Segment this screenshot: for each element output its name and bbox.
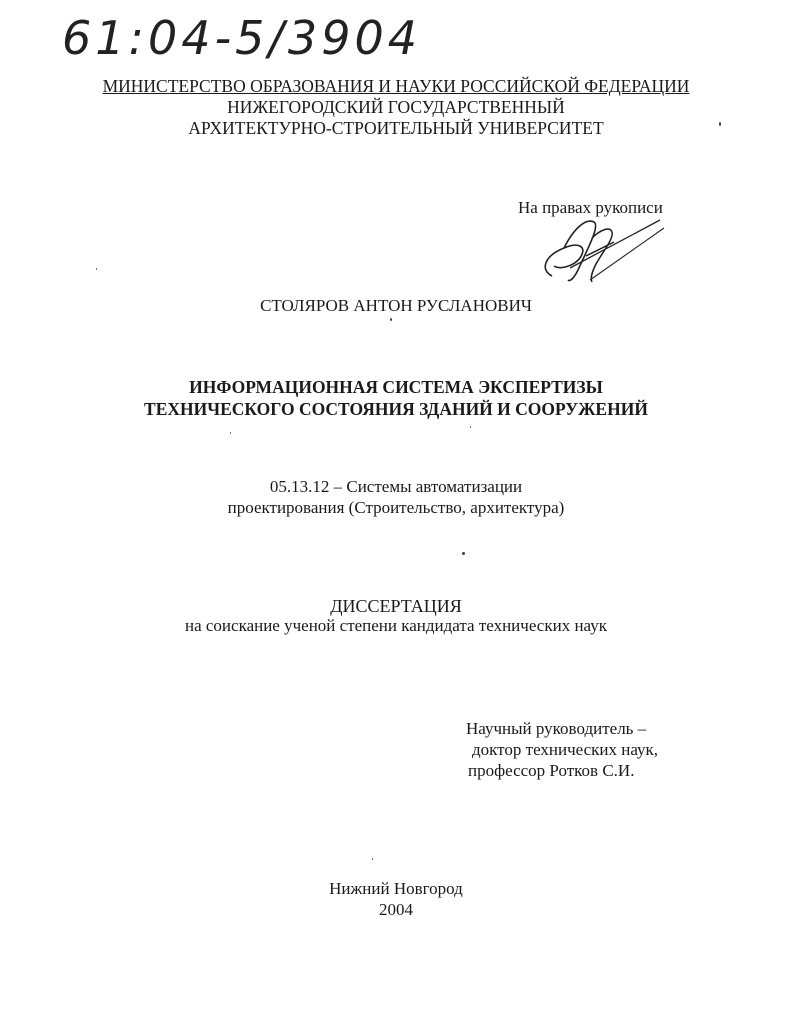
university-name-line1: НИЖЕГОРОДСКИЙ ГОСУДАРСТВЕННЫЙ bbox=[227, 97, 565, 117]
author-name: СТОЛЯРОВ АНТОН РУСЛАНОВИЧ bbox=[260, 296, 532, 315]
scan-speck bbox=[390, 318, 392, 321]
signature-icon bbox=[530, 208, 670, 288]
specialty-line2: проектирования (Строительство, архитектура) bbox=[227, 498, 565, 517]
archive-code-text: 61:04-5/3904 bbox=[62, 11, 421, 65]
ministry-name: МИНИСТЕРСТВО ОБРАЗОВАНИЯ И НАУКИ РОССИЙСКОЙ ФЕДЕРАЦИИ bbox=[102, 76, 690, 96]
supervisor-role: Научный руководитель – bbox=[466, 719, 647, 738]
city: Нижний Новгород bbox=[329, 879, 463, 898]
scan-speck bbox=[470, 426, 471, 428]
scan-speck bbox=[230, 432, 231, 434]
scientific-supervisor bbox=[466, 718, 658, 781]
specialty-line1: 05.13.12 – Системы автоматизации bbox=[269, 477, 523, 496]
title-line2: ТЕХНИЧЕСКОГО СОСТОЯНИЯ ЗДАНИЙ И СООРУЖЕНИЙ bbox=[144, 399, 648, 419]
place-and-year bbox=[0, 878, 792, 920]
scan-speck bbox=[96, 268, 97, 270]
handwritten-archive-code bbox=[58, 6, 438, 66]
title-line1: ИНФОРМАЦИОННАЯ СИСТЕМА ЭКСПЕРТИЗЫ bbox=[189, 377, 603, 397]
scan-speck bbox=[372, 858, 373, 860]
dissertation-title bbox=[0, 376, 792, 420]
dissertation-label bbox=[0, 596, 792, 636]
university-name-line2: АРХИТЕКТУРНО-СТРОИТЕЛЬНЫЙ УНИВЕРСИТЕТ bbox=[188, 118, 604, 138]
institution-header bbox=[0, 76, 792, 139]
supervisor-degree: доктор технических наук, bbox=[472, 740, 659, 759]
supervisor-name: профессор Ротков С.И. bbox=[468, 761, 635, 780]
specialty-code bbox=[0, 476, 792, 518]
dissertation-subtitle: на соискание ученой степени кандидата технических наук bbox=[184, 616, 607, 635]
dissertation-heading: ДИССЕРТАЦИЯ bbox=[330, 596, 462, 616]
manuscript-rights-note: На правах рукописи bbox=[518, 198, 663, 217]
scan-speck bbox=[719, 122, 721, 126]
year: 2004 bbox=[379, 900, 413, 919]
scan-speck bbox=[462, 552, 465, 555]
